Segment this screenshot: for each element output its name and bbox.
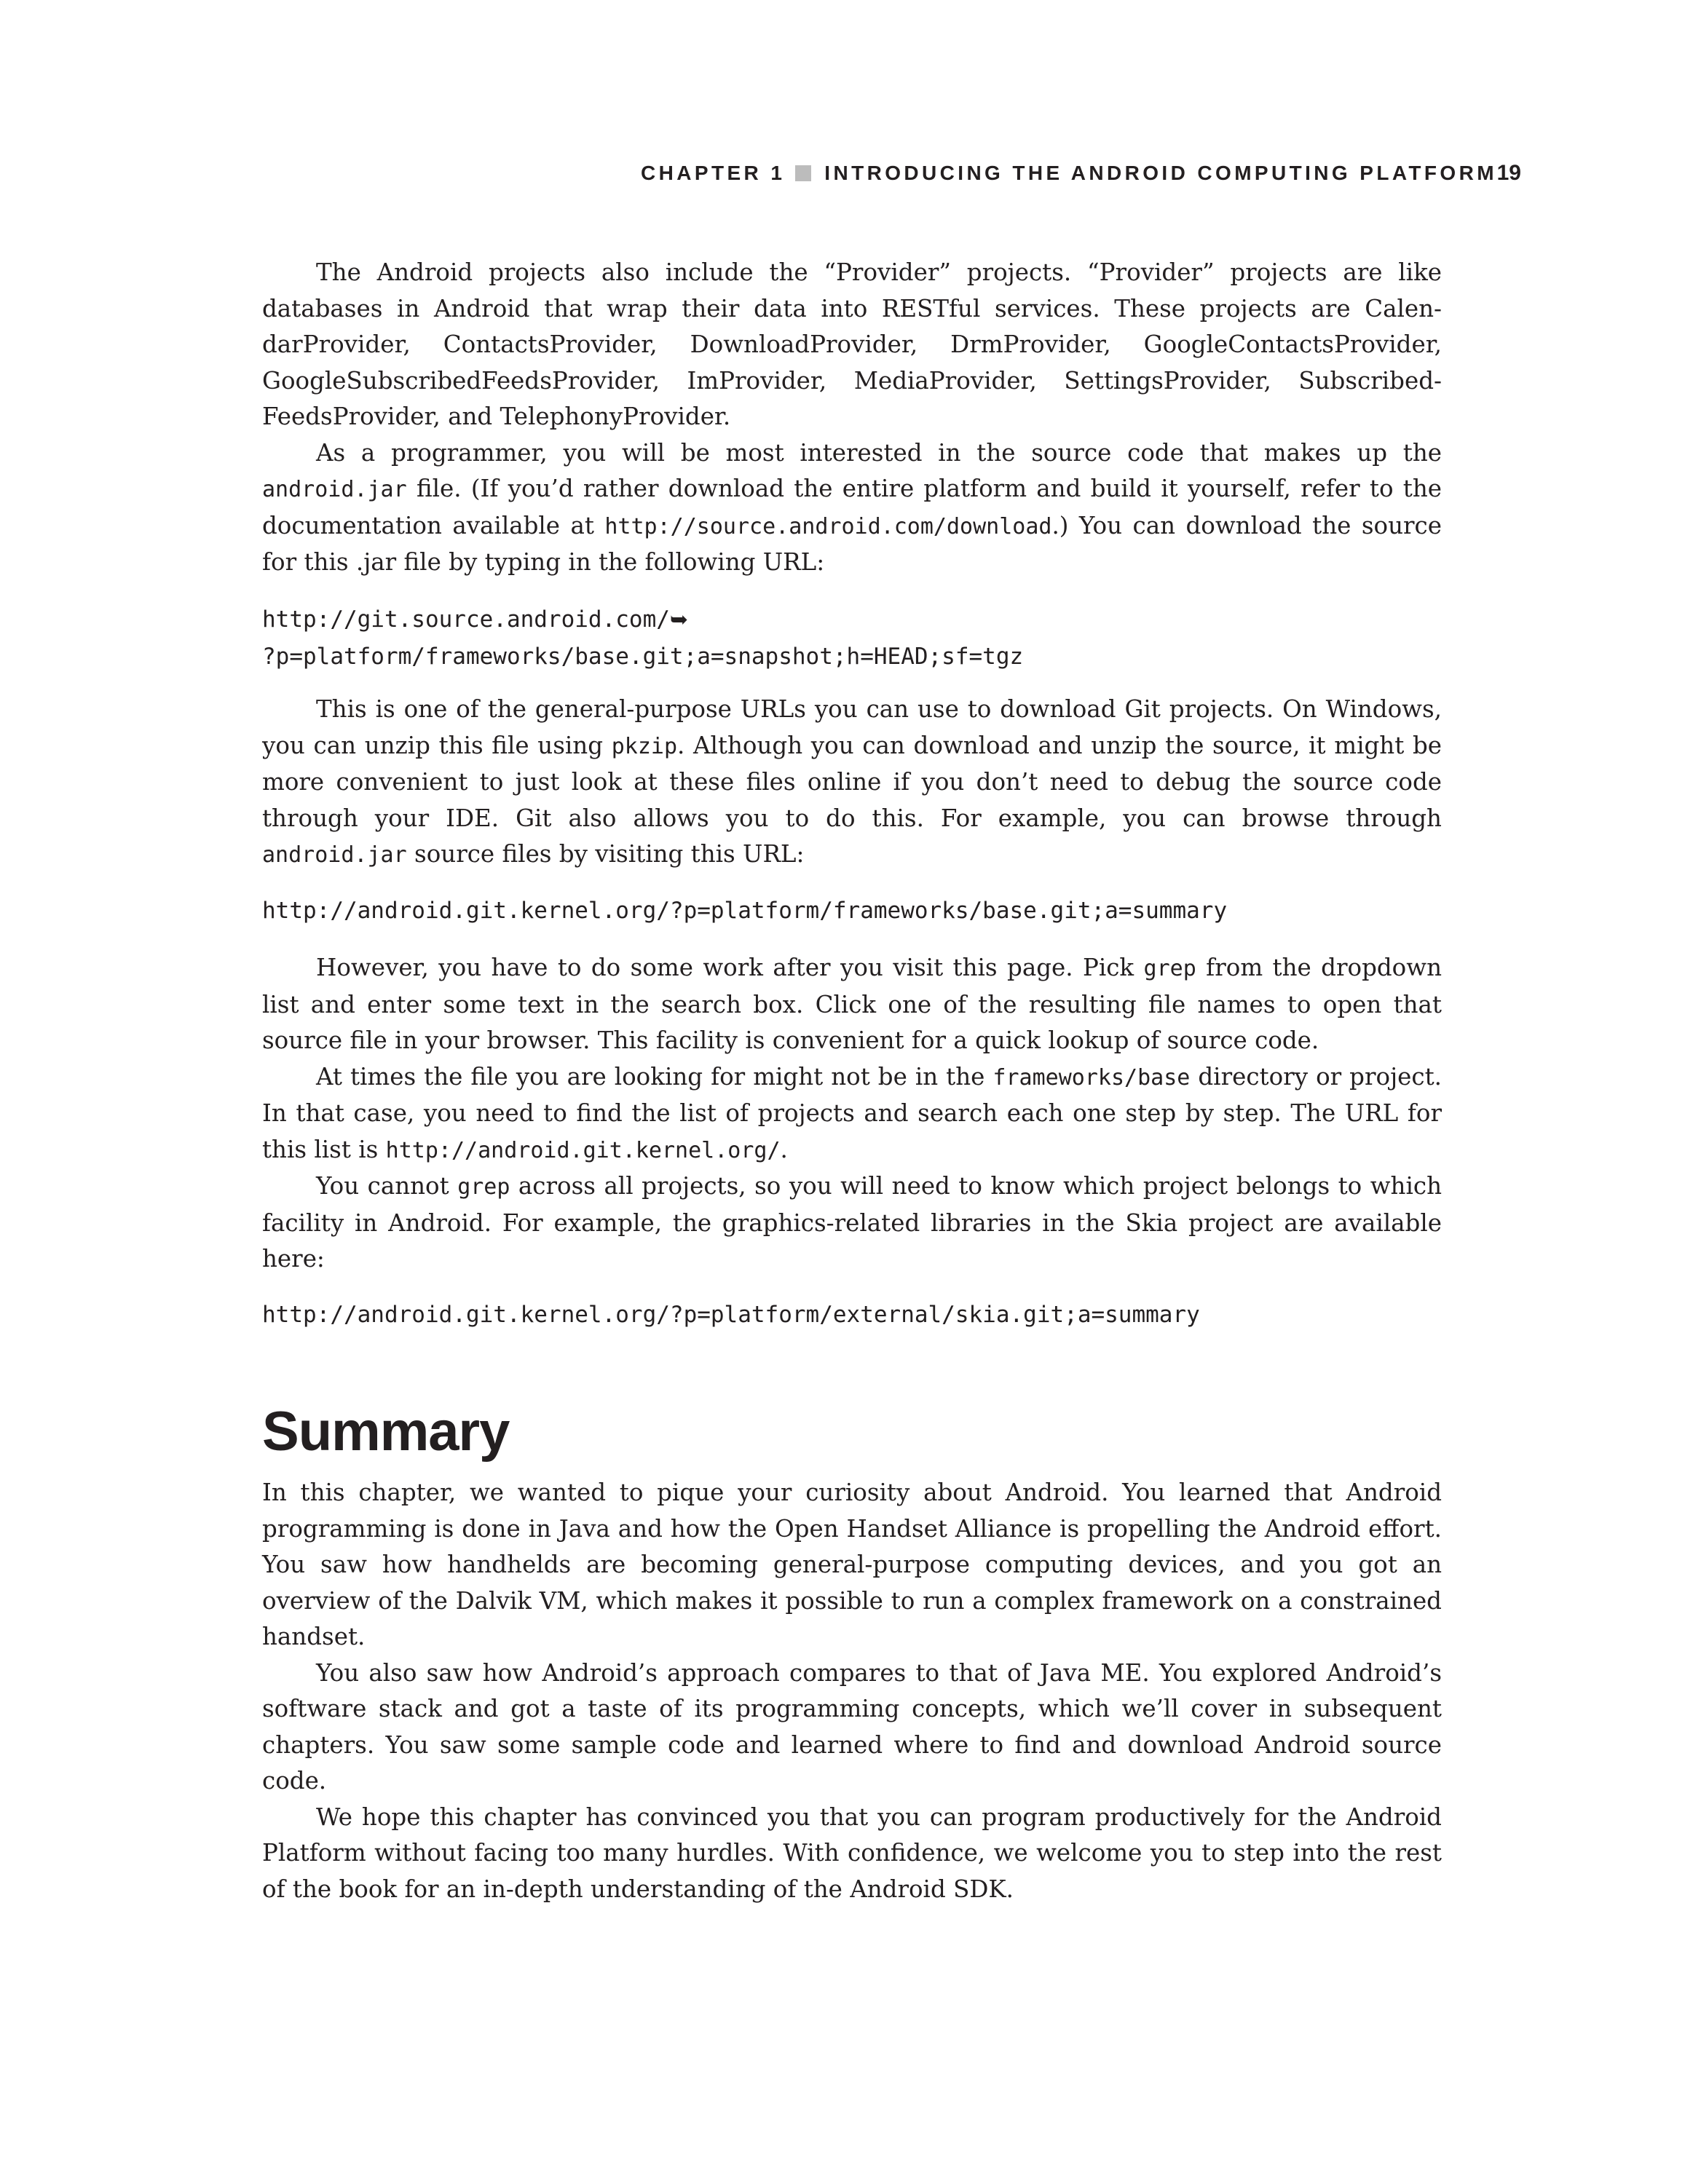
running-header <box>641 159 1521 188</box>
section-heading-summary: Summary <box>262 1401 510 1463</box>
chapter-title: INTRODUCING THE ANDROID COMPUTING PLATFORM <box>824 162 1497 184</box>
inline-code: pkzip <box>611 733 678 759</box>
paragraph-skia: You cannot grep across all projects, so you will need to know which project belongs to which facility in Android. For example, the graphics-related libraries in the Skia project are available here: <box>262 1172 1443 1273</box>
summary-paragraph-1: In this chapter, we wanted to pique your curiosity about Android. You learned that Android programming is done in Java and how the Open Handset Alliance is propelling the Android effort. You saw how handhelds are becoming general-purpose computing devices, and you got an overview of the Dalvik VM, which makes it possible to run a complex framework on a constrained handset. <box>262 1479 1442 1650</box>
paragraph-provider-projects: The Android projects also include the “Provider” projects. “Provider” projects are like databases in Android that wrap their data into RESTful services. These projects are CalendarProvider, ContactsProvider, DownloadProvider, DrmProvider, GoogleContactsProvider, GoogleSubscribedFeedsProvider, ImProvider, MediaProvider, SettingsProvider, SubscribedFeedsProvider, and TelephonyProvider. <box>262 258 1442 430</box>
chapter-label: CHAPTER 1 <box>641 162 786 184</box>
body-text-middle <box>262 692 1442 929</box>
code-url-snapshot: http://git.source.android.com/➥ ?p=platform/frameworks/base.git;a=snapshot;h=HEAD;sf=tgz <box>262 606 1024 670</box>
inline-code-url: http://source.android.com/download <box>604 513 1052 539</box>
paragraph-grep-dropdown: However, you have to do some work after you visit this page. Pick grep from the dropdown list and enter some text in the search box. Click one of the resulting file names to open that source file in your browser. This facility is convenient for a quick lookup of source code. <box>262 954 1443 1054</box>
paragraph-source-code: As a programmer, you will be most interested in the source code that makes up the android.jar file. (If you’d rather download the entire platform and build it yourself, refer to the documentation available at http://source.android.com/download.) You can download the source for this .jar file by typing in the following URL: <box>262 438 1442 576</box>
inline-code: grep <box>457 1174 510 1200</box>
summary-paragraph-3: We hope this chapter has convinced you that you can program productively for the Android Platform without facing too many hurdles. With confidence, we welcome you to step into the rest of the book for an in-depth understanding of the Android SDK. <box>262 1803 1442 1903</box>
inline-code-url: http://android.git.kernel.org/ <box>385 1137 781 1163</box>
body-text-top <box>262 255 1442 675</box>
summary-section <box>262 1399 1442 1907</box>
inline-code: android.jar <box>262 477 407 502</box>
code-url-skia-summary: http://android.git.kernel.org/?p=platform/external/skia.git;a=summary <box>262 1301 1200 1328</box>
line-continuation-arrow-icon: ➥ <box>669 606 689 633</box>
chapter-heading <box>641 159 1497 188</box>
paragraph-git-projects: This is one of the general-purpose URLs you can use to download Git projects. On Windows, you can unzip this file using pkzip. Although you can download and unzip the source, it might be more convenient to just look at these files online if you don’t need to debug the source code through your IDE. Git also allows you to do this. For example, you can browse through android.jar source files by visiting this URL: <box>262 695 1442 868</box>
inline-code: frameworks/base <box>992 1064 1191 1091</box>
body-text-lower <box>262 950 1442 1333</box>
separator-square-icon <box>795 165 811 181</box>
paragraph-frameworks-base: At times the file you are looking for might not be in the frameworks/base directory or project. In that case, you need to find the list of projects and search each one step by step. The URL for this list is http://android.git.kernel.org/. <box>262 1062 1442 1163</box>
summary-paragraph-2: You also saw how Android’s approach compares to that of Java ME. You explored Android’s software stack and got a taste of its programming concepts, which we’ll cover in subsequent chapters. You saw some sample code and learned where to find and download Android source code. <box>262 1658 1442 1795</box>
page-number: 19 <box>1496 161 1521 185</box>
inline-code: grep <box>1143 956 1196 981</box>
inline-code: android.jar <box>262 842 407 868</box>
code-url-base-summary: http://android.git.kernel.org/?p=platform/frameworks/base.git;a=summary <box>262 897 1228 924</box>
